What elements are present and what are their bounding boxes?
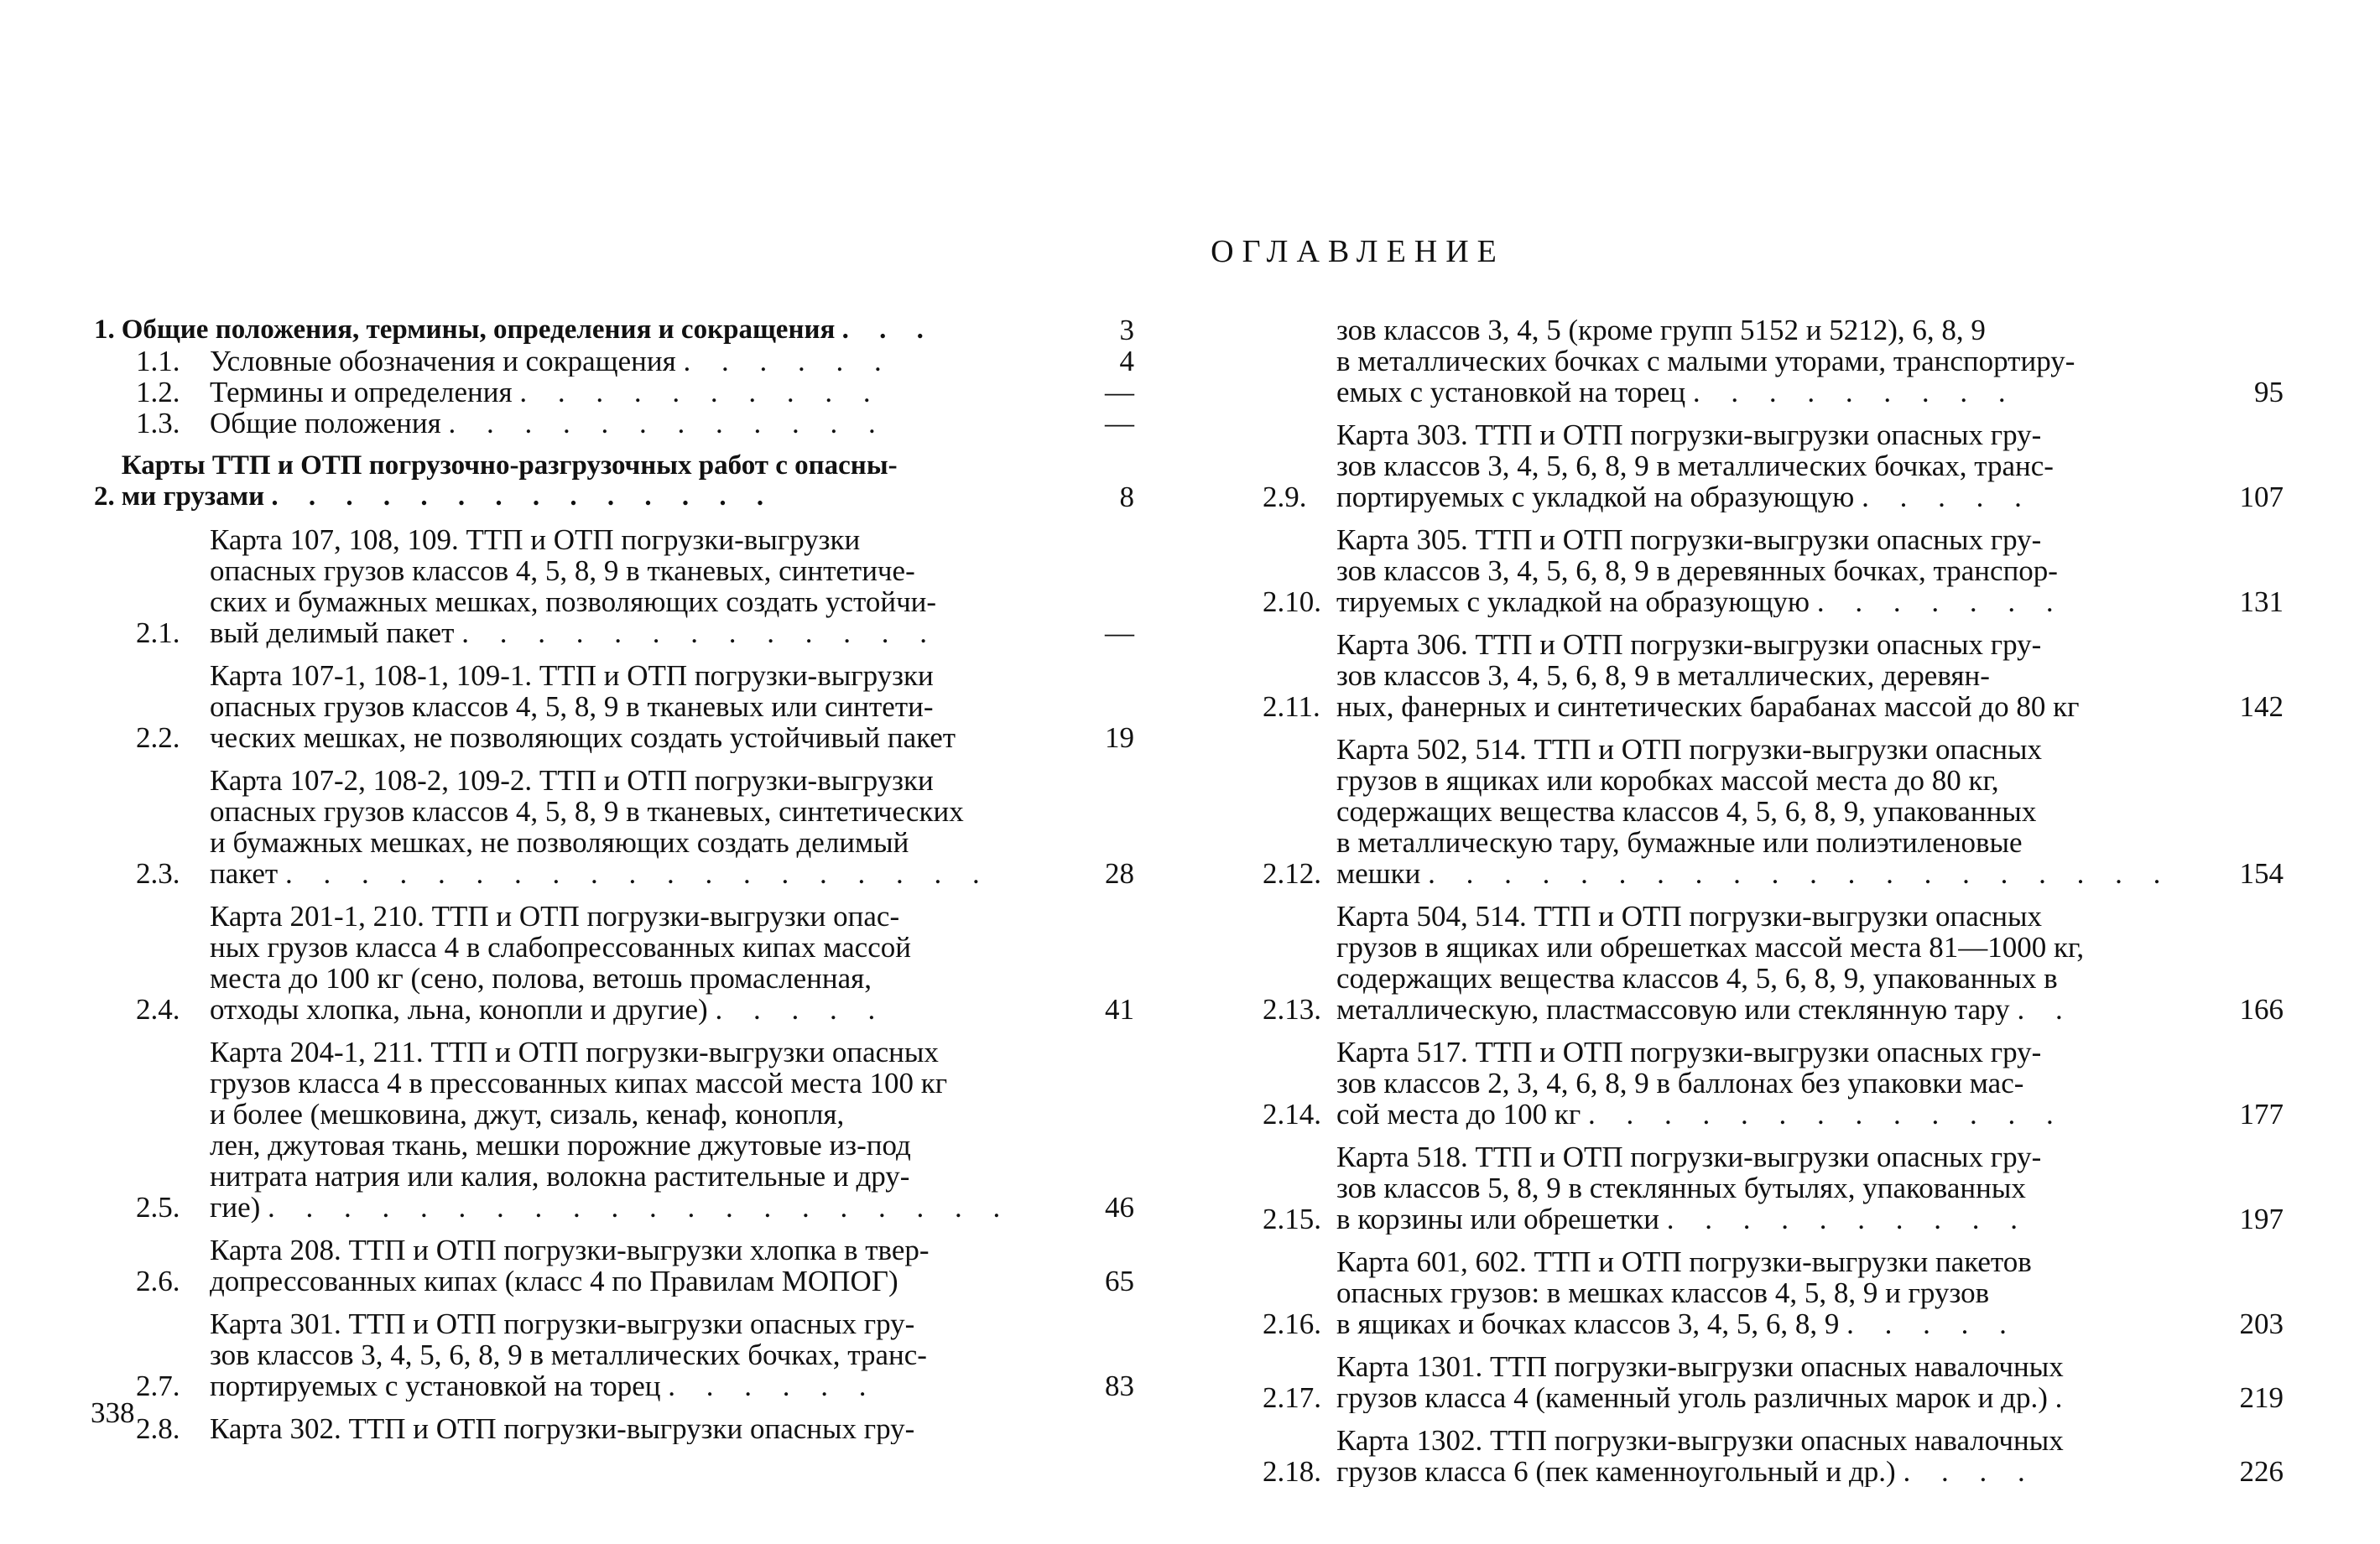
toc-entry-number: 2.7. [136,1370,180,1402]
toc-entry-title [1336,734,2232,889]
toc-entry-page: 226 [2239,1455,2284,1488]
toc-entry-page: 28 [1105,857,1134,890]
toc-entry-title [122,450,1082,512]
toc-entry-number: 1. [94,315,115,345]
toc-entry-number: 2.5. [136,1191,180,1224]
toc-entry-text: Карта 302. ТТП и ОТП погрузки-выгрузки опасных гру- [210,1413,915,1444]
toc-entry-page: 65 [1105,1265,1134,1297]
toc-entry-page: 166 [2239,993,2284,1026]
toc-entry-title [210,1413,1082,1444]
toc-entry [1263,1351,2284,1413]
toc-entry-page: 4 [1119,345,1134,377]
toc-entry-title [1336,1351,2232,1413]
toc-leader-dots: . . . . . . . . . . . . . . . . . . . [284,857,992,889]
toc-leader-dots: . . . . . [1862,481,2034,512]
toc-entry-text: Карта 306. ТТП и ОТП погрузки-выгрузки опасных гру- зов классов 3, 4, 5, 6, 8, 9 в металлических, деревян- ных, фанерных и синтетических барабанах массой до 80 кг [1336,629,2080,722]
toc-entry-number: 2.8. [136,1412,180,1445]
toc-entry-title [122,315,1082,346]
toc-entry [94,346,1134,377]
toc-entry [94,1308,1134,1401]
toc-entry-text: Карты ТТП и ОТП погрузочно-разгрузочных работ с опасны- ми грузами [121,450,898,512]
toc-entry-title [210,346,1082,377]
toc-entry-title [210,1037,1082,1223]
toc-entry-page: 219 [2239,1381,2284,1414]
toc-entry-text: Карта 204-1, 211. ТТП и ОТП погрузки-выгрузки опасных грузов класса 4 в прессованных кипах массой места 100 кг и более (мешковина, джут, сизаль, кенаф, конопля, лен, джутовая ткань, мешки порожние джутовые из-под нитрата натрия или калия, волокна растительные и дру- гие) [210,1037,948,1223]
toc-entry-page: 177 [2239,1098,2284,1131]
toc-entry [94,450,1134,512]
toc-entry-text: Общие положения, термины, определения и сокращения [121,315,836,345]
toc-entry-number: 2.15. [1263,1203,1321,1235]
toc-entry-title [1336,1246,2232,1339]
toc-entry [94,901,1134,1025]
toc-entry [1263,315,2284,408]
toc-entry-text: Карта 1302. ТТП погрузки-выгрузки опасных навалочных грузов класса 6 (пек каменноугольный и др.) [1336,1425,2064,1487]
toc-entry-page: 83 [1105,1370,1134,1402]
toc-leader-dots: . . . . . . . [1816,585,2065,617]
toc-entry-text: зов классов 3, 4, 5 (кроме групп 5152 и 5212), 6, 8, 9 в металлических бочках с малыми уторами, транспортиру- емых с установкой на торец [1336,315,2075,408]
toc-entry-number: 2.13. [1263,993,1321,1026]
toc-leader-dots: . . . . . [1846,1307,2018,1339]
toc-entry-page: 3 [1119,314,1134,346]
toc-entry-number: 2.2. [136,721,180,754]
toc-entry-title [1336,315,2232,408]
page-title: ОГЛАВЛЕНИЕ [1211,234,1505,269]
toc-entry-title [210,765,1082,889]
toc-entry-page: 46 [1105,1191,1134,1224]
toc-entry-page: 203 [2239,1307,2284,1340]
toc-leader-dots: . . . . . . . . . . . . . [461,616,939,648]
toc-entry [94,524,1134,648]
toc-entry-text: Карта 504, 514. ТТП и ОТП погрузки-выгрузки опасных грузов в ящиках или обрешетках массой места 81—1000 кг, содержащих вещества классов 4, 5, 6, 8, 9, упакованных в металлическую, пластмассовую или стеклянную тару [1336,901,2085,1025]
toc-entry-number: 1.3. [136,407,180,439]
toc-entry-text: Карта 502, 514. ТТП и ОТП погрузки-выгрузки опасных грузов в ящиках или коробках массой места до 80 кг, содержащих вещества классов 4, 5, 6, 8, 9, упакованных в металлическую тару, бумажные или полиэтиленовые мешки [1336,734,2043,889]
toc-entry-page: 131 [2239,585,2284,618]
toc-leader-dots: . . . . . . [683,346,893,377]
toc-entry-text: Карта 301. ТТП и ОТП погрузки-выгрузки опасных гру- зов классов 3, 4, 5, 6, 8, 9 в металлических бочках, транс- портируемых с установкой на торец [210,1308,927,1401]
toc-leader-dots: . . . . . . . . . . . . . . . . . . . . [1428,857,2173,889]
toc-entry-title [210,524,1082,648]
toc-entry [94,1037,1134,1223]
toc-entry-title [1336,419,2232,512]
toc-entry [1263,419,2284,512]
toc-entry-number: 2.17. [1263,1381,1321,1414]
toc-entry-title [210,377,1082,408]
toc-entry-text: Карта 208. ТТП и ОТП погрузки-выгрузки хлопка в твер- допрессованных кипах (класс 4 по Правилам МОПОГ) [210,1235,930,1297]
toc-entry-page: 142 [2239,690,2284,723]
toc-entry-title [210,901,1082,1025]
toc-entry-page: 107 [2239,481,2284,513]
toc-leader-dots: . . . . [1903,1455,2037,1487]
toc-entry [1263,1425,2284,1487]
toc-entry [1263,524,2284,617]
toc-entry-title [210,660,1082,753]
toc-leader-dots: . . . . . [715,993,888,1025]
toc-entry-title [1336,1425,2232,1487]
toc-entry-text: Карта 517. ТТП и ОТП погрузки-выгрузки опасных гру- зов классов 2, 3, 4, 6, 8, 9 в баллонах без упаковки мас- сой места до 100 кг [1336,1037,2042,1130]
toc-entry-text: Карта 518. ТТП и ОТП погрузки-выгрузки опасных гру- зов классов 5, 8, 9 в стеклянных бутылях, упакованных в корзины или обрешетки [1336,1141,2042,1235]
toc-entry-title [1336,901,2232,1025]
toc-entry [94,1413,1134,1444]
toc-entry-text: Карта 201-1, 210. ТТП и ОТП погрузки-выгрузки опас- ных грузов класса 4 в слабопрессованных кипах массой места до 100 кг (сено, полова, ветошь промасленная, отходы хлопка, льна, конопли и другие) [210,901,911,1025]
toc-entry-number: 2.14. [1263,1098,1321,1131]
toc-entry [1263,734,2284,889]
toc-entry-number: 2.9. [1263,481,1307,513]
toc-entry-text: Карта 1301. ТТП погрузки-выгрузки опасных навалочных грузов класса 4 (каменный уголь различных марок и др.) [1336,1351,2064,1413]
toc-leader-dots: . . [2017,993,2075,1025]
toc-entry-title [1336,1037,2232,1130]
toc-entry-page: 8 [1119,481,1134,513]
toc-leader-dots: . . . [841,315,935,345]
toc-entry [94,315,1134,346]
toc-leader-dots: . . . . . . . . . . . . . . [271,481,776,512]
toc-entry-number: 1.2. [136,376,180,408]
toc-entry-number: 2.3. [136,857,180,890]
toc-entry-title [210,408,1082,439]
toc-entry-title [210,1308,1082,1401]
toc-entry-text: Карта 107, 108, 109. ТТП и ОТП погрузки-выгрузки опасных грузов классов 4, 5, 8, 9 в тканевых, синтетиче- ских и бумажных мешках, позволяющих создать устойчи- вый делимый пакет [210,524,937,648]
toc-entry [94,765,1134,889]
toc-entry-number: 2.1. [136,616,180,649]
toc-entry [1263,1141,2284,1235]
toc-entry-page: 197 [2239,1203,2284,1235]
toc-entry-page: 154 [2239,857,2284,890]
toc-leader-dots: . . . . . . . . . . . . . [1588,1098,2065,1130]
toc-leader-dots: . [2055,1381,2075,1413]
toc-entry [1263,1246,2284,1339]
toc-entry-number: 2.4. [136,993,180,1026]
toc-entry-text: Карта 107-2, 108-2, 109-2. ТТП и ОТП погрузки-выгрузки опасных грузов классов 4, 5, 8, 9 в тканевых, синтетических и бумажных мешках, не позволяющих создать делимый пакет [210,765,964,889]
toc-entry-page: — [1105,407,1134,439]
toc-entry [1263,1037,2284,1130]
toc-entry-title [1336,1141,2232,1235]
toc-left-column [94,315,1134,1444]
toc-entry-number: 1.1. [136,345,180,377]
toc-entry-page: — [1105,376,1134,408]
toc-leader-dots: . . . . . . . . . . . . [448,408,888,439]
toc-entry-number: 2.12. [1263,857,1321,890]
toc-entry-number: 2.16. [1263,1307,1321,1340]
toc-entry-number: 2. [94,481,115,512]
toc-entry-text: Условные обозначения и сокращения [210,346,676,377]
toc-entry-number: 2.6. [136,1265,180,1297]
toc-leader-dots: . . . . . . [668,1370,878,1401]
toc-entry-text: Карта 305. ТТП и ОТП погрузки-выгрузки опасных гру- зов классов 3, 4, 5, 6, 8, 9 в деревянных бочках, транспор- тируемых с укладкой на образующую [1336,524,2058,617]
toc-entry-text: Карта 303. ТТП и ОТП погрузки-выгрузки опасных гру- зов классов 3, 4, 5, 6, 8, 9 в металлических бочках, транс- портируемых с укладкой на образующую [1336,419,2054,512]
toc-entry-text: Общие положения [210,408,441,439]
toc-entry-page: 41 [1105,993,1134,1026]
toc-entry-text: Термины и определения [210,377,513,408]
toc-entry [94,660,1134,753]
toc-entry [1263,901,2284,1025]
toc-entry [94,377,1134,408]
toc-leader-dots: . . . . . . . . . . [1666,1203,2030,1235]
toc-entry-text: Карта 601, 602. ТТП и ОТП погрузки-выгрузки пакетов опасных грузов: в мешках классов 4, 5, 8, 9 и грузов в ящиках и бочках классов 3, 4, 5, 6, 8, 9 [1336,1246,2032,1339]
toc-entry [94,1235,1134,1297]
toc-entry-page: — [1105,616,1134,649]
toc-entry-page: 95 [2254,376,2284,408]
toc-leader-dots: . . . . . . . . . . [519,377,883,408]
toc-entry [1263,629,2284,722]
toc-entry-title [1336,629,2232,722]
toc-leader-dots: . . . . . . . . . [1692,376,2018,408]
toc-entry-number: 2.10. [1263,585,1321,618]
toc-right-column [1263,315,2284,1487]
toc-entry-title [210,1235,1082,1297]
toc-entry-title [1336,524,2232,617]
toc-entry [94,408,1134,439]
toc-entry-number: 2.11. [1263,690,1320,723]
toc-entry-text: Карта 107-1, 108-1, 109-1. ТТП и ОТП погрузки-выгрузки опасных грузов классов 4, 5, 8, 9 в тканевых или синтети- ческих мешках, не позволяющих создать устойчивый пакет [210,660,956,753]
page-number: 338 [91,1396,135,1429]
toc-entry-page: 19 [1105,721,1134,754]
toc-leader-dots: . . . . . . . . . . . . . . . . . . . . [268,1191,1013,1223]
toc-entry-number: 2.18. [1263,1455,1321,1488]
